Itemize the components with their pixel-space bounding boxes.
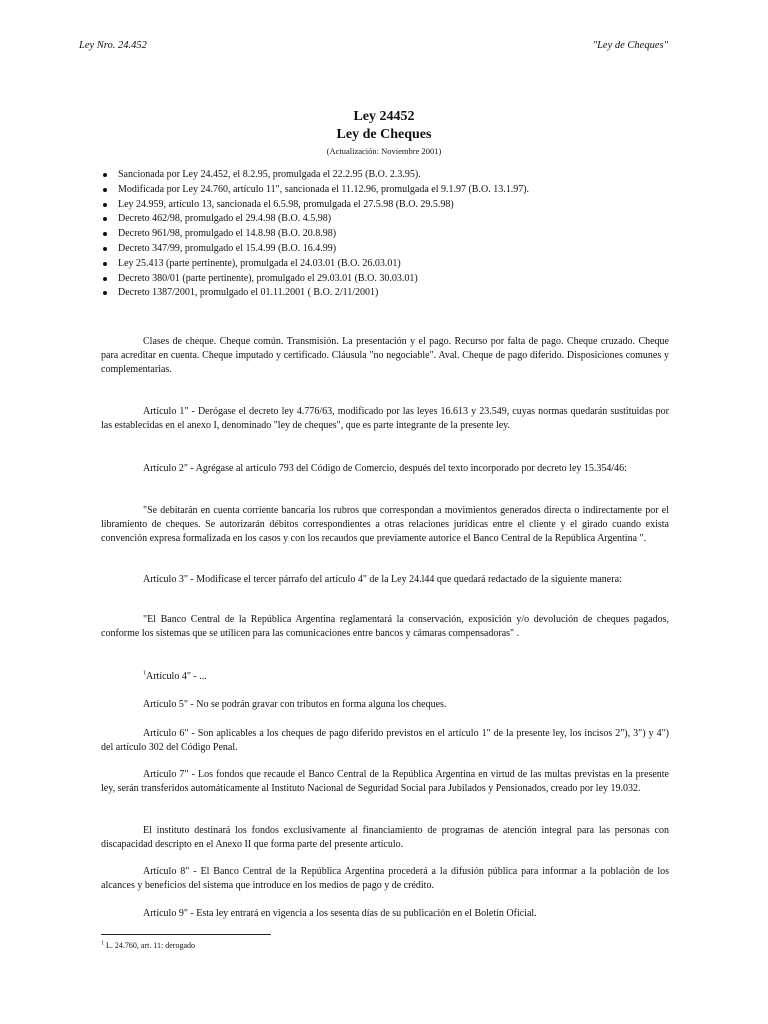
article-4-line — [101, 670, 669, 684]
article-5-text: Artículo 5" - No se podrán gravar con tributos en forma alguna los cheques. — [143, 699, 447, 710]
article-6 — [101, 727, 669, 755]
footnote-number: 1 — [101, 940, 104, 947]
update-note: (Actualización: Noviembre 2001) — [326, 146, 442, 156]
article-3-text: Artículo 3" - Modifícase el tercer párrafo del artículo 4" de la Ley 24.l44 que quedará redactado de la siguiente manera: — [143, 574, 622, 585]
summary-paragraph: Clases de cheque. Cheque común. Transmisión. La presentación y el pago. Recurso por falta de pago. Cheque cruzado. Cheque para acreditar en cuenta. Cheque imputado y certificado. Cláusula "no negociable". Aval. Cheque de pago diferido. Disposiciones comunes y complementarias. — [101, 336, 669, 376]
article-2 — [101, 462, 669, 476]
footnote-reference: 1 — [143, 670, 146, 677]
history-item: Decreto 961/98, promulgado el 14.8.98 (B.O. 20.8.98) — [100, 227, 680, 242]
article-2-text: Artículo 2" - Agrégase al artículo 793 del Código de Comercio, después del texto incorporado por decreto ley 15.354/46: — [143, 463, 627, 474]
footnote-divider — [101, 934, 271, 935]
legislative-history-list — [100, 168, 680, 301]
history-item: Decreto 380/01 (parte pertinente), promulgado el 29.03.01 (B.O. 30.03.01) — [100, 272, 680, 287]
history-item: Decreto 462/98, promulgado el 29.4.98 (B.O. 4.5.98) — [100, 212, 680, 227]
history-item: Ley 24.959, artículo 13, sancionada el 6.5.98, promulgada el 27.5.98 (B.O. 29.5.98) — [100, 198, 680, 213]
article-8-text: Artículo 8" - El Banco Central de la República Argentina procederá a la difusión pública para informar a la población de los alcances y beneficios del sistema que introduce en los medios de pago y de crédito. — [101, 866, 669, 892]
article-9-text: Artículo 9" - Esta ley entrará en vigencia a los sesenta días de su publicación en el Boletín Oficial. — [143, 908, 537, 919]
article-1-text: Artículo 1" - Derógase el decreto ley 4.776/63, modificado por las leyes 16.613 y 23.549, cuyas normas quedarán sustituidas por las establecidas en el anexo I, denominado "ley de cheques", que es parte integrante de la presente ley. — [101, 406, 669, 432]
article-3 — [101, 573, 669, 587]
article-3-quote-text: "El Banco Central de la República Argentina reglamentará la conservación, exposición y/o devolución de cheques pagados, conforme los sistemas que se utilicen para las comunicaciones entre bancos y cámaras compensadoras" . — [101, 614, 669, 640]
running-header-right: "Ley de Cheques" — [592, 40, 668, 51]
law-name-title: Ley de Cheques — [336, 127, 432, 142]
article-4-text: Artículo 4" - ... — [146, 671, 207, 682]
article-2-quote-text: "Se debitarán en cuenta corriente bancaria los rubros que correspondan a movimientos generados directa o indirectamente por el libramiento de cheques. Se autorizarán débitos correspondientes a otras relaciones jurídicas entre el cliente y el girado cuando exista convención expresa formalizada en los casos y con los recaudos que previamente autorice el Banco Central de la República Argentina ". — [101, 505, 669, 545]
history-item: Modificada por Ley 24.760, artículo 11", sancionada el 11.12.96, promulgada el 9.1.97 (B.O. 13.1.97). — [100, 183, 680, 198]
article-9 — [101, 907, 669, 921]
history-item: Decreto 347/99, promulgado el 15.4.99 (B.O. 16.4.99) — [100, 242, 680, 257]
history-item: Decreto 1387/2001, promulgado el 01.11.2001 ( B.O. 2/11/2001) — [100, 286, 680, 301]
article-7-paragraph-2-text: El instituto destinará los fondos exclusivamente al financiamiento de programas de atención integral para las personas con discapacidad descripto en el Anexo II que forma parte del presente artículo. — [101, 825, 669, 851]
title-block — [0, 108, 768, 156]
law-number-title: Ley 24452 — [353, 109, 415, 124]
article-6-text: Artículo 6" - Son aplicables a los cheques de pago diferido previstos en el artículo 1" de la presente ley, los incisos 2"), 3") y 4") del artículo 302 del Código Penal. — [101, 728, 669, 754]
article-8 — [101, 865, 669, 893]
article-7-paragraph-2 — [101, 824, 669, 852]
article-3-quote — [101, 613, 669, 641]
article-1 — [101, 405, 669, 433]
article-2-quote — [101, 504, 669, 547]
running-header-left: Ley Nro. 24.452 — [79, 40, 147, 51]
footnote-text: L. 24.760, art. 11: derogado — [106, 941, 196, 950]
article-4 — [101, 670, 669, 684]
article-5 — [101, 698, 669, 712]
summary-section — [101, 335, 669, 378]
history-item: Sancionada por Ley 24.452, el 8.2.95, promulgada el 22.2.95 (B.O. 2.3.95). — [100, 168, 680, 183]
article-7 — [101, 768, 669, 796]
article-7-text: Artículo 7" - Los fondos que recaude el Banco Central de la República Argentina en virtud de las multas previstas en la presente ley, serán transferidos automáticamente al Instituto Nacional de Seguridad Social para Jubilados y Pensionados, creado por ley 19.032. — [101, 769, 669, 795]
history-item: Ley 25.413 (parte pertinente), promulgada el 24.03.01 (B.O. 26.03.01) — [100, 257, 680, 272]
footnote — [101, 941, 195, 950]
